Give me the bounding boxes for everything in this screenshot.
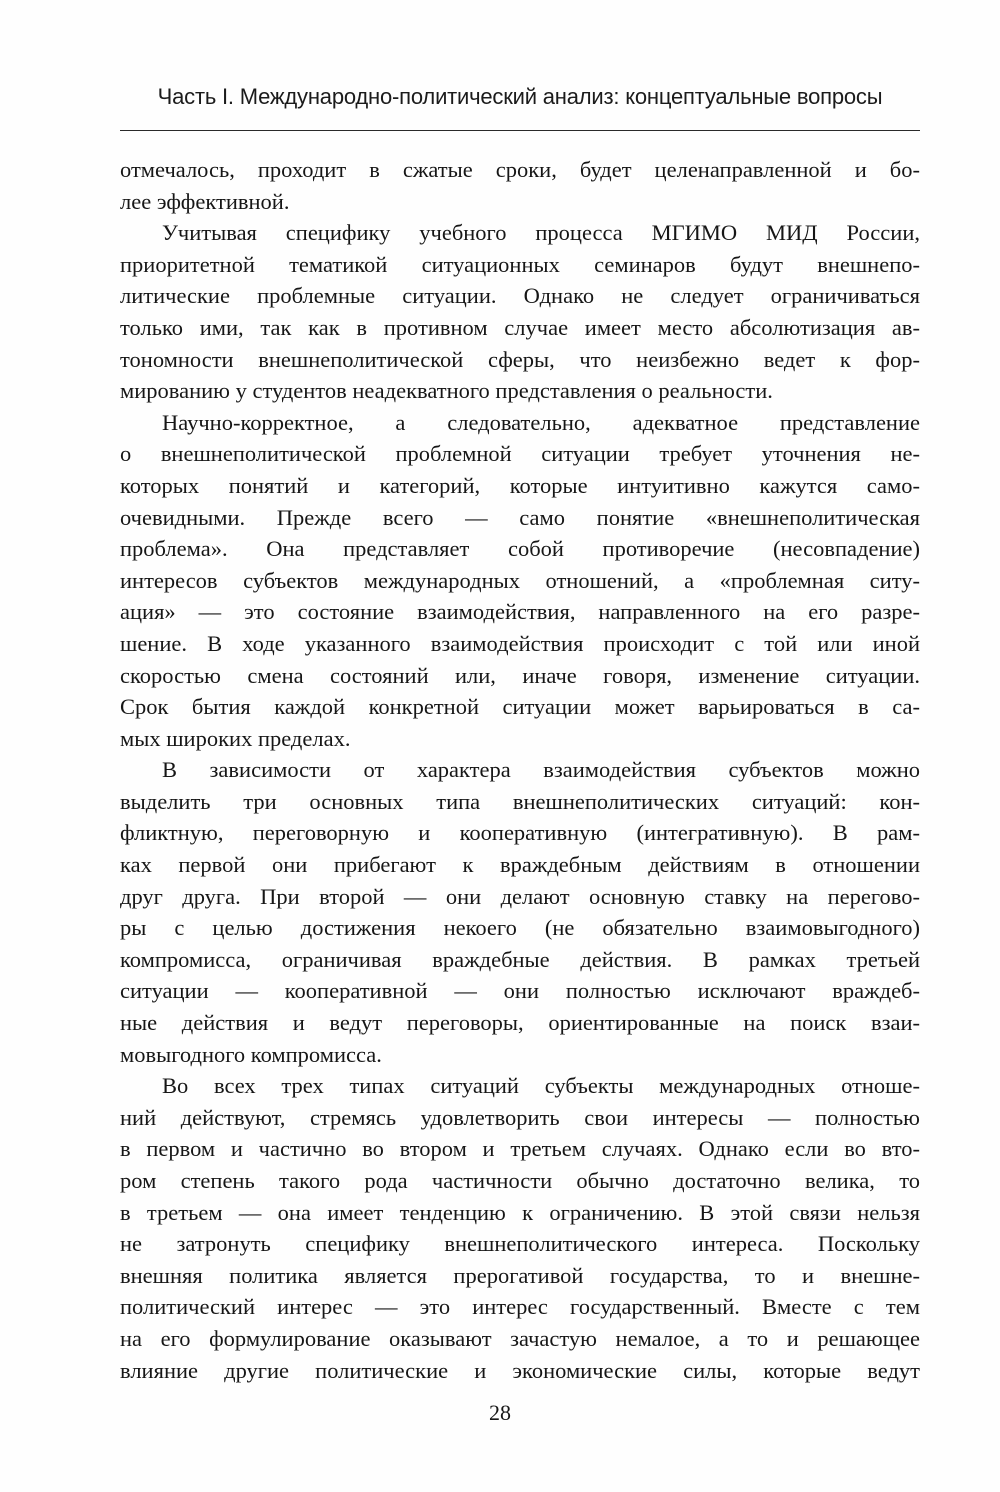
text-line: ний действуют, стремясь удовлетворить свои интересы — полностью [120,1104,920,1130]
paragraph [120,154,920,217]
text-line: шение. В ходе указанного взаимодействия происходит с той или иной [120,630,920,656]
text-line: ные действия и ведут переговоры, ориентированные на поиск взаи- [120,1010,920,1036]
text-line: мых широких пределах. [120,725,351,751]
running-head: Часть I. Международно-политический анализ: концептуальные вопросы [157,84,883,109]
text-line: мированию у студентов неадекватного представления о реальности. [120,378,773,404]
page-number: 28 [489,1400,511,1425]
text-line: о внешнеполитической проблемной ситуации требует уточнения не- [120,441,920,467]
body-text [120,154,920,1386]
text-line: приоритетной тематикой ситуационных семинаров будут внешнепо- [120,251,920,277]
text-line: Учитывая специфику учебного процесса МГИМО МИД России, [162,220,920,246]
header-rule [120,130,920,131]
text-line: литические проблемные ситуации. Однако не следует ограничиваться [120,283,920,309]
text-line: отмечалось, проходит в сжатые сроки, будет целенаправленной и бо- [120,157,920,182]
text-line: скоростью смена состояний или, иначе говоря, изменение ситуации. [120,662,920,688]
paragraph [120,217,920,407]
text-line: на его формулирование оказывают зачастую немалое, а то и решающее [120,1325,920,1351]
text-line: лее эффективной. [120,188,290,214]
text-line: очевидными. Прежде всего — само понятие «внешнеполитическая [120,504,920,530]
text-line: Научно-корректное, а следовательно, адекватное представление [162,409,920,435]
text-line: политический интерес — это интерес государственный. Вместе с тем [120,1294,920,1320]
text-line: влияние другие политические и экономические силы, которые ведут [120,1357,920,1383]
text-line: которых понятий и категорий, которые интуитивно кажутся само- [120,472,920,498]
text-line: Во всех трех типах ситуаций субъекты международных отноше- [162,1073,920,1099]
text-line: в первом и частично во втором и третьем случаях. Однако если во вто- [120,1136,920,1162]
text-line: интересов субъектов международных отношений, а «проблемная ситу- [120,567,920,593]
paragraph [120,1070,920,1386]
text-line: ры с целью достижения некоего (не обязательно взаимовыгодного) [120,915,920,941]
text-line: компромисса, ограничивая враждебные действия. В рамках третьей [120,946,920,972]
text-line: ром степень такого рода частичности обычно достаточно велика, то [120,1168,920,1193]
text-line: внешняя политика является прерогативой государства, то и внешне- [120,1262,920,1288]
text-line: тономности внешнеполитической сферы, что неизбежно ведет к фор- [120,346,920,372]
text-line: проблема». Она представляет собой противоречие (несовпадение) [120,536,920,562]
text-line: Срок бытия каждой конкретной ситуации может варьироваться в са- [120,694,920,720]
text-line: В зависимости от характера взаимодействия субъектов можно [162,757,920,783]
text-line: ках первой они прибегают к враждебным действиям в отношении [120,852,920,878]
text-line: ситуации — кооперативной — они полностью исключают враждеб- [120,978,920,1004]
text-line: мовыгодного компромисса. [120,1041,382,1067]
paragraph [120,407,920,755]
text-line: фликтную, переговорную и кооперативную (интегративную). В рам- [120,820,920,846]
text-line: друг друга. При второй — они делают основную ставку на перегово- [120,883,920,909]
paragraph [120,754,920,1070]
text-line: только ими, так как в противном случае имеет место абсолютизация ав- [120,314,920,340]
text-line: ация» — это состояние взаимодействия, направленного на его разре- [120,599,920,625]
text-line: выделить три основных типа внешнеполитических ситуаций: кон- [120,788,920,814]
text-line: в третьем — она имеет тенденцию к ограничению. В этой связи нельзя [120,1199,920,1225]
text-line: не затронуть специфику внешнеполитического интереса. Поскольку [120,1231,920,1257]
